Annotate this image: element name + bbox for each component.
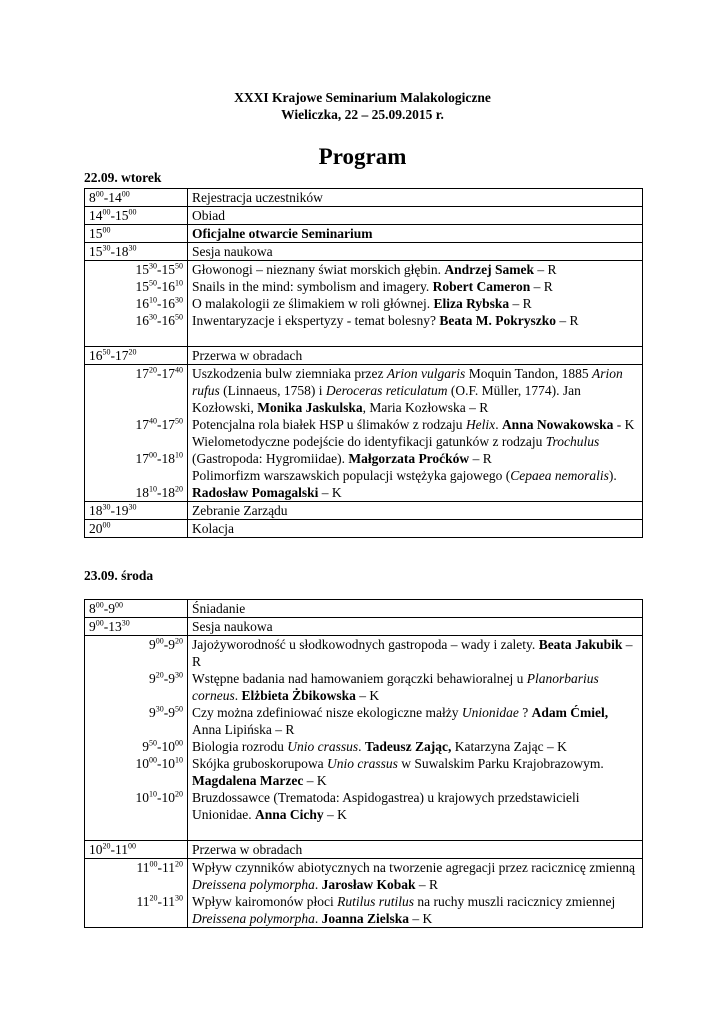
event-entry <box>192 502 638 519</box>
time-hour: 16 <box>161 279 175 294</box>
event-text: Śniadanie <box>192 601 246 616</box>
event-entry <box>192 600 638 617</box>
time-cell <box>85 859 188 928</box>
event-text: ? <box>518 705 532 720</box>
time-slot <box>89 225 183 242</box>
event-text: – K <box>409 911 433 926</box>
time-hour: 18 <box>161 485 175 500</box>
event-text: – R <box>469 451 492 466</box>
schedule-row <box>85 502 643 520</box>
time-slot: $16^{50}-17^{20}$ <box>89 347 137 363</box>
time-slot: $15^{30}-15^{50}$ <box>135 261 183 277</box>
event-entry <box>192 704 638 738</box>
event-text: Uszkodzenia bulw ziemniaka przez <box>192 366 387 381</box>
time-minutes: 30 <box>175 670 183 680</box>
time-hour: 20 <box>89 521 103 536</box>
time-slot: $15^{30}-18^{30}$ <box>89 243 137 259</box>
time-cell <box>85 520 188 538</box>
event-cell <box>188 261 643 347</box>
time-minutes: 50 <box>149 278 157 288</box>
time-hour: 14 <box>108 190 122 205</box>
time-hour: 9 <box>149 705 156 720</box>
time-slot: $8^{00}-9^{00}$ <box>89 600 123 616</box>
event-entry <box>192 738 638 755</box>
time-minutes: 10 <box>175 278 183 288</box>
event-text: Przerwa w obradach <box>192 842 303 857</box>
time-slot <box>89 721 183 738</box>
time-minutes: 30 <box>149 261 157 271</box>
time-slot: $17^{00}-18^{10}$ <box>135 450 183 466</box>
event-text: (Gastropoda: Hygromiidae). <box>192 451 349 466</box>
time-slot <box>89 772 183 789</box>
time-hour: 10 <box>135 790 149 805</box>
event-cell <box>188 225 643 243</box>
event-entry <box>192 225 638 242</box>
event-entry <box>192 789 638 823</box>
time-hour: 9 <box>168 705 175 720</box>
event-text: (Linnaeus, 1758) i <box>219 383 326 398</box>
species-name: Trochulus <box>545 434 600 449</box>
time-minutes: 30 <box>102 243 111 253</box>
time-slot: $10^{10}-10^{20}$ <box>135 789 183 805</box>
time-hour: 17 <box>161 417 175 432</box>
event-entry <box>192 261 638 278</box>
schedule-table <box>84 599 643 928</box>
event-entry <box>192 755 638 789</box>
time-minutes: 00 <box>128 841 136 851</box>
speaker-name: Robert Cameron <box>432 279 531 294</box>
event-text: Wstępne badania nad hamowaniem gorączki behawioralnej u <box>192 671 527 686</box>
event-text: Przerwa w obradach <box>192 348 303 363</box>
event-entry <box>192 207 638 224</box>
event-entry <box>192 278 638 295</box>
schedule-row <box>85 207 643 225</box>
time-minutes: 00 <box>95 189 104 199</box>
time-minutes: 20 <box>175 484 183 494</box>
event-text: Wielometodyczne podejście do identyfikacji gatunków z rodzaju <box>192 434 546 449</box>
event-text: Anna Lipińska – R <box>192 722 295 737</box>
time-slot: $9^{50}-10^{00}$ <box>142 738 183 754</box>
time-hour: 16 <box>161 313 175 328</box>
time-cell <box>85 225 188 243</box>
event-text: Inwentaryzacje i ekspertyzy - temat bolesny? <box>192 313 440 328</box>
time-hour: 8 <box>89 601 96 616</box>
event-entry <box>192 433 638 467</box>
time-hour: 18 <box>161 451 175 466</box>
time-cell <box>85 261 188 347</box>
schedule-row <box>85 365 643 502</box>
time-hour: 11 <box>136 894 150 909</box>
time-hour: 16 <box>161 296 175 311</box>
time-minutes: 00 <box>115 600 123 610</box>
schedule-row <box>85 520 643 538</box>
event-cell <box>188 502 643 520</box>
blank-line <box>192 823 638 840</box>
event-text: – R <box>509 296 532 311</box>
event-text: Czy można zdefiniować nisze ekologiczne małży <box>192 705 462 720</box>
time-minutes: 30 <box>149 312 157 322</box>
time-hour: 15 <box>89 226 103 241</box>
event-text: . <box>314 911 322 926</box>
schedule-row <box>85 225 643 243</box>
time-cell <box>85 365 188 502</box>
event-text: – R <box>533 262 557 277</box>
event-text: ). <box>608 468 617 483</box>
event-text: , Maria Kozłowska – R <box>362 400 489 415</box>
time-hour: 15 <box>135 262 149 277</box>
schedule-row <box>85 618 643 636</box>
time-minutes: 00 <box>149 450 157 460</box>
time-hour: 9 <box>168 637 175 652</box>
event-text: - K <box>613 417 635 432</box>
time-cell <box>85 600 188 618</box>
event-text: na ruchy muszli racicznicy zmiennej <box>414 894 616 909</box>
time-hour: 9 <box>142 739 149 754</box>
time-minutes: 50 <box>149 738 157 748</box>
event-entry <box>192 416 638 433</box>
time-hour: 15 <box>135 279 149 294</box>
time-slot: $16^{30}-16^{50}$ <box>135 312 183 328</box>
time-hour: 15 <box>115 208 129 223</box>
speaker-name: Eliza Rybska <box>433 296 510 311</box>
event-text: . <box>234 688 242 703</box>
species-name: Unio crassus <box>287 739 359 754</box>
day-heading: 22.09. wtorek <box>84 170 162 185</box>
time-minutes: 00 <box>128 207 137 217</box>
time-slot <box>89 876 183 893</box>
time-hour: 8 <box>89 190 96 205</box>
time-minutes: 30 <box>102 502 111 512</box>
time-slot <box>89 433 183 450</box>
time-hour: 9 <box>149 671 156 686</box>
time-hour: 17 <box>115 348 129 363</box>
time-hour: 15 <box>161 262 175 277</box>
event-cell <box>188 618 643 636</box>
event-text: – K <box>323 807 347 822</box>
event-text: Wpływ kairomonów płoci <box>192 894 338 909</box>
time-hour: 18 <box>89 503 103 518</box>
event-entry <box>192 189 638 206</box>
time-cell <box>85 207 188 225</box>
event-text: Skójka gruboskorupowa <box>192 756 327 771</box>
time-slot: $11^{20}-11^{30}$ <box>136 893 183 909</box>
time-hour: 17 <box>135 417 149 432</box>
time-hour: 10 <box>89 842 103 857</box>
event-text: Biologia rozrodu <box>192 739 288 754</box>
event-text: Katarzyna Zając – K <box>451 739 567 754</box>
event-text: . <box>314 877 322 892</box>
time-minutes: 50 <box>175 312 183 322</box>
time-minutes: 20 <box>175 859 183 869</box>
time-minutes: 20 <box>149 893 158 903</box>
speaker-name: Elżbieta Żbikowska <box>241 688 356 703</box>
event-cell <box>188 520 643 538</box>
time-slot: $18^{30}-19^{30}$ <box>89 502 137 518</box>
event-text: – R <box>192 637 633 669</box>
speaker-name: Beata M. Pokryszko <box>439 313 556 328</box>
program-title: Program <box>318 144 407 169</box>
event-text: – K <box>355 688 380 703</box>
event-text: Snails in the mind: symbolism and imagery. <box>192 279 433 294</box>
species-name: Deroceras reticulatum <box>325 383 448 398</box>
time-cell <box>85 841 188 859</box>
time-slot: $9^{00}-9^{20}$ <box>149 636 183 652</box>
event-entry <box>192 859 638 893</box>
event-text: . <box>358 739 365 754</box>
event-entry <box>192 467 638 501</box>
event-cell <box>188 600 643 618</box>
event-text: Polimorfizm warszawskich populacji wstężyka gajowego ( <box>192 468 511 483</box>
time-minutes: 20 <box>102 841 111 851</box>
time-minutes: 00 <box>149 859 158 869</box>
time-slot: $11^{00}-11^{20}$ <box>136 859 183 875</box>
event-text: – K <box>303 773 327 788</box>
schedule-row <box>85 841 643 859</box>
species-name: Planorbarius corneus <box>192 671 599 703</box>
time-cell <box>85 347 188 365</box>
time-hour: 9 <box>168 671 175 686</box>
event-text: Kolacja <box>192 521 234 536</box>
seminar-title: XXXI Krajowe Seminarium Malakologiczne <box>234 90 491 105</box>
species-name: Cepaea nemoralis <box>510 468 609 483</box>
time-minutes: 00 <box>102 520 111 530</box>
speaker-name: Oficjalne otwarcie Seminarium <box>192 226 373 241</box>
time-minutes: 00 <box>155 636 164 646</box>
event-entry <box>192 893 638 927</box>
time-minutes: 20 <box>149 365 157 375</box>
event-cell <box>188 841 643 859</box>
schedule-row <box>85 600 643 618</box>
time-slot: $14^{00}-15^{00}$ <box>89 207 137 223</box>
time-minutes: 20 <box>155 670 164 680</box>
speaker-name: Radosław Pomagalski <box>192 485 319 500</box>
event-text: – R <box>556 313 579 328</box>
time-minutes: 00 <box>175 738 183 748</box>
time-slot <box>89 653 183 670</box>
time-slot <box>89 382 183 399</box>
speaker-name: Anna Nowakowska <box>501 417 614 432</box>
time-slot: $9^{30}-9^{50}$ <box>149 704 183 720</box>
speaker-name: Beata Jakubik <box>538 637 623 652</box>
time-hour: 18 <box>135 485 149 500</box>
species-name: Rutilus rutilus <box>337 894 414 909</box>
event-entry <box>192 636 638 670</box>
event-cell <box>188 347 643 365</box>
time-slot: $15^{50}-16^{10}$ <box>135 278 183 294</box>
time-slot: $18^{10}-18^{20}$ <box>135 484 183 500</box>
schedule-row <box>85 189 643 207</box>
time-slot <box>89 467 183 484</box>
time-minutes: 00 <box>149 755 157 765</box>
event-cell <box>188 636 643 841</box>
time-hour: 10 <box>161 790 175 805</box>
time-hour: 18 <box>115 244 129 259</box>
time-hour: 15 <box>89 244 103 259</box>
species-name: Arion vulgaris <box>386 366 466 381</box>
day-heading: 23.09. środa <box>84 568 154 583</box>
time-minutes: 50 <box>175 416 183 426</box>
speaker-name: Jarosław Kobak <box>321 877 416 892</box>
species-name: Arion rufus <box>192 366 623 398</box>
time-cell <box>85 618 188 636</box>
event-text: Sesja naukowa <box>192 244 273 259</box>
time-slot <box>89 399 183 416</box>
event-entry <box>192 670 638 704</box>
speaker-name: Joanna Zielska <box>321 911 410 926</box>
time-slot <box>89 520 183 537</box>
time-slot: $17^{20}-17^{40}$ <box>135 365 183 381</box>
speaker-name: Tadeusz Zając, <box>364 739 452 754</box>
time-minutes: 10 <box>149 295 157 305</box>
time-minutes: 20 <box>128 347 137 357</box>
event-entry <box>192 520 638 537</box>
event-cell <box>188 189 643 207</box>
time-cell <box>85 243 188 261</box>
event-text: O malakologii ze ślimakiem w roli głównej. <box>192 296 434 311</box>
blank-line <box>89 806 183 823</box>
speaker-name: Monika Jaskulska <box>257 400 363 415</box>
time-hour: 16 <box>135 313 149 328</box>
speaker-name: Magdalena Marzec <box>192 773 304 788</box>
time-hour: 17 <box>161 366 175 381</box>
time-minutes: 00 <box>121 189 130 199</box>
time-minutes: 30 <box>175 893 183 903</box>
time-slot: $10^{00}-10^{10}$ <box>135 755 183 771</box>
event-text: w Suwalskim Parku Krajobrazowym. <box>397 756 604 771</box>
time-hour: 9 <box>89 619 96 634</box>
document-header <box>0 0 725 170</box>
time-hour: 10 <box>161 739 175 754</box>
event-cell <box>188 243 643 261</box>
time-slot: $9^{00}-13^{30}$ <box>89 618 130 634</box>
event-entry <box>192 365 638 416</box>
time-cell <box>85 636 188 841</box>
schedule-table <box>84 188 643 538</box>
time-minutes: 20 <box>175 789 183 799</box>
event-text: – K <box>318 485 342 500</box>
event-text: Bruzdossawce (Trematoda: Aspidogastrea) u krajowych przedstawicieli Unionidae. <box>192 790 580 822</box>
time-minutes: 40 <box>149 416 157 426</box>
time-hour: 19 <box>115 503 129 518</box>
time-hour: 11 <box>115 842 128 857</box>
blank-line <box>89 329 183 346</box>
time-minutes: 50 <box>175 261 183 271</box>
time-hour: 17 <box>135 366 149 381</box>
species-name: Unio crassus <box>327 756 398 771</box>
event-text: (O.F. Müller, 1774). Jan Kozłowski, <box>192 383 581 415</box>
time-minutes: 30 <box>128 243 137 253</box>
schedule-row <box>85 243 643 261</box>
time-minutes: 30 <box>121 618 130 628</box>
time-slot: $10^{20}-11^{00}$ <box>89 841 136 857</box>
time-minutes: 00 <box>95 600 104 610</box>
event-entry <box>192 312 638 329</box>
blank-line <box>192 329 638 346</box>
time-minutes: 10 <box>149 484 157 494</box>
time-cell <box>85 189 188 207</box>
time-minutes: 00 <box>95 618 104 628</box>
event-text: Jajożyworodność u słodkowodnych gastropoda – wady i zalety. <box>192 637 539 652</box>
time-minutes: 10 <box>149 789 157 799</box>
time-minutes: 10 <box>175 755 183 765</box>
time-minutes: 30 <box>128 502 137 512</box>
speaker-name: Andrzej Samek <box>444 262 534 277</box>
event-entry <box>192 841 638 858</box>
time-hour: 11 <box>136 860 150 875</box>
time-slot <box>89 687 183 704</box>
time-hour: 16 <box>135 296 149 311</box>
event-text: – R <box>415 877 439 892</box>
event-text: Obiad <box>192 208 225 223</box>
speaker-name: Adam Ćmiel, <box>531 705 609 720</box>
species-name: Unionidae <box>461 705 519 720</box>
time-minutes: 50 <box>102 347 111 357</box>
schedule-row <box>85 347 643 365</box>
event-text: Sesja naukowa <box>192 619 273 634</box>
speaker-name: Małgorzata Proćków <box>348 451 470 466</box>
time-minutes: 30 <box>175 295 183 305</box>
time-minutes: 50 <box>175 704 183 714</box>
event-text: – R <box>530 279 553 294</box>
time-hour: 9 <box>149 637 156 652</box>
time-slot: $9^{20}-9^{30}$ <box>149 670 183 686</box>
time-slot: $17^{40}-17^{50}$ <box>135 416 183 432</box>
event-text: Wpływ czynników abiotycznych na tworzenie agregacji przez racicznicę zmienną <box>192 860 636 875</box>
species-name: Helix <box>465 417 496 432</box>
event-entry <box>192 618 638 635</box>
event-text: . <box>495 417 502 432</box>
time-minutes: 40 <box>175 365 183 375</box>
event-text: Potencjalna rola białek HSP u ślimaków z rodzaju <box>192 417 466 432</box>
schedule-row <box>85 261 643 347</box>
time-minutes: 10 <box>175 450 183 460</box>
seminar-location-dates: Wieliczka, 22 – 25.09.2015 r. <box>281 107 444 122</box>
time-slot: $16^{10}-16^{30}$ <box>135 295 183 311</box>
time-cell <box>85 502 188 520</box>
event-cell <box>188 365 643 502</box>
time-hour: 11 <box>162 860 175 875</box>
time-hour: 10 <box>161 756 175 771</box>
time-minutes: 30 <box>155 704 164 714</box>
event-text: Rejestracja uczestników <box>192 190 323 205</box>
event-entry <box>192 347 638 364</box>
species-name: Dreissena polymorpha <box>192 911 315 926</box>
event-cell <box>188 207 643 225</box>
time-hour: 17 <box>135 451 149 466</box>
event-entry <box>192 295 638 312</box>
event-text: Głowonogi – nieznany świat morskich głębin. <box>192 262 445 277</box>
event-text: Zebranie Zarządu <box>192 503 288 518</box>
time-hour: 9 <box>108 601 115 616</box>
time-minutes: 00 <box>102 207 111 217</box>
species-name: Dreissena polymorpha <box>192 877 315 892</box>
schedule-row <box>85 859 643 928</box>
event-text: Moquin Tandon, 1885 <box>465 366 592 381</box>
time-hour: 13 <box>108 619 122 634</box>
schedule-row <box>85 636 643 841</box>
speaker-name: Anna Cichy <box>255 807 324 822</box>
time-minutes: 20 <box>175 636 183 646</box>
event-entry <box>192 243 638 260</box>
time-hour: 11 <box>162 894 175 909</box>
time-minutes: 00 <box>102 225 111 235</box>
time-hour: 10 <box>135 756 149 771</box>
time-hour: 16 <box>89 348 103 363</box>
time-slot: $8^{00}-14^{00}$ <box>89 189 130 205</box>
time-hour: 14 <box>89 208 103 223</box>
event-cell <box>188 859 643 928</box>
